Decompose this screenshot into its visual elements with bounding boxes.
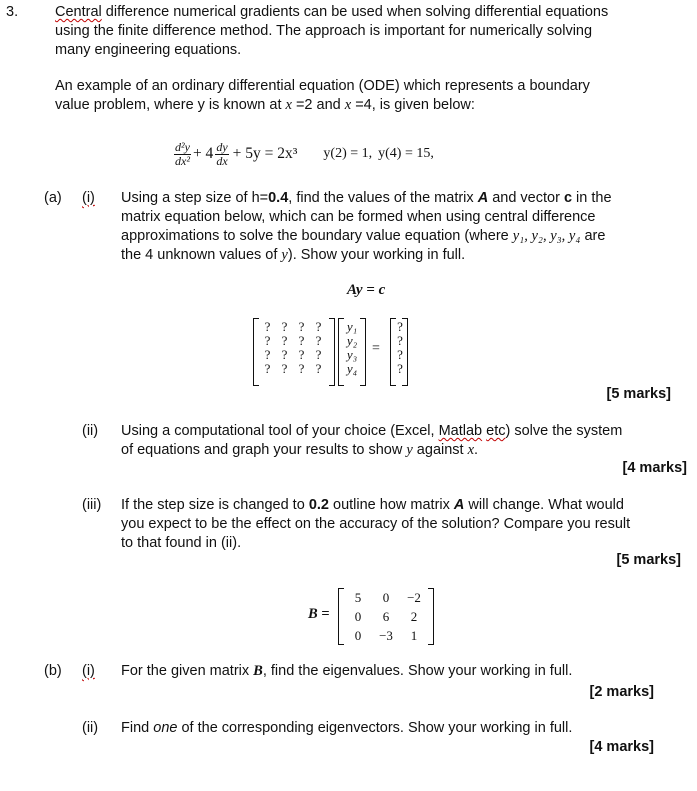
matrix-cell: ? xyxy=(298,347,305,362)
a-iii-line-1 xyxy=(121,496,630,515)
y-variable: y xyxy=(406,442,413,458)
matrix-cell: ? xyxy=(315,347,322,362)
unknown-vars: y₁, y₂, y₃, y₄ xyxy=(512,228,581,244)
step-size-value: 0.4 xyxy=(268,190,289,206)
matrix-cell: ? xyxy=(397,333,403,348)
matrix-cell: ? xyxy=(315,319,322,334)
matrix-row xyxy=(253,320,335,334)
part-a-ii-text xyxy=(121,422,622,460)
a-i-line-4b: ). Show your working in full. xyxy=(287,247,466,263)
matrix-row xyxy=(253,362,335,376)
ode-equation xyxy=(172,135,434,173)
matrix-cell: y₃ xyxy=(346,347,358,362)
a-iii-line-1b: outline how matrix xyxy=(328,497,454,513)
matrix-cell: 0 xyxy=(382,590,390,605)
a-i-line-3 xyxy=(121,227,612,246)
b-i-text-b: , find the eigenvalues. Show your working in full. xyxy=(262,663,573,679)
example-paragraph xyxy=(55,77,590,115)
matrix-cell: y₄ xyxy=(346,361,358,376)
frac2-numerator: dy xyxy=(216,139,228,154)
matrix-cell: ? xyxy=(281,319,288,334)
vector-y xyxy=(338,318,366,386)
bracket-right xyxy=(360,318,366,386)
intro-line-1 xyxy=(55,3,608,22)
matrix-row xyxy=(338,588,434,607)
a-iii-line-3: to that found in (ii). xyxy=(121,535,242,551)
a-i-marks: [5 marks] xyxy=(606,386,671,402)
intro-word-central: Central xyxy=(55,4,102,20)
a-ii-line-1 xyxy=(121,422,622,441)
matrix-B xyxy=(338,588,434,645)
matrix-cell: ? xyxy=(264,361,271,376)
matrix-cell: 0 xyxy=(354,609,362,624)
a-i-line-1d: in the xyxy=(572,190,612,206)
a-i-line-4a: the 4 unknown values of xyxy=(121,247,282,263)
word-one: one xyxy=(153,720,178,736)
a-i-line-1a: Using a step size of h= xyxy=(121,190,269,206)
b-ii-text xyxy=(121,719,572,738)
example-line-2c: =4, is given below: xyxy=(351,97,475,113)
a-iii-line-1c: will change. What would xyxy=(464,497,624,513)
boundary-condition-1: y(2) = 1, xyxy=(323,146,373,161)
part-a-ii-label: (ii) xyxy=(82,423,99,439)
a-ii-line-1b: ) solve the system xyxy=(505,423,623,439)
matrix-cell: 1 xyxy=(410,628,418,643)
new-step-size: 0.2 xyxy=(308,497,329,513)
part-b-ii-label: (ii) xyxy=(82,720,99,736)
part-a-i-text xyxy=(121,189,612,265)
matrix-cell: ? xyxy=(281,361,288,376)
boundary-condition-2: y(4) = 15, xyxy=(378,146,434,161)
bracket-right xyxy=(428,588,434,645)
matrix-B-ref: B xyxy=(253,663,263,679)
bracket-right xyxy=(329,318,335,386)
matrix-cell: −2 xyxy=(407,590,421,605)
a-ii-marks: [4 marks] xyxy=(622,460,687,476)
part-a-iii-text xyxy=(121,496,630,553)
matrix-row xyxy=(338,607,434,626)
equals-sign: = xyxy=(372,341,380,356)
matrix-cell: ? xyxy=(298,361,305,376)
part-a-label: (a) xyxy=(44,190,62,206)
matrix-A xyxy=(253,318,335,386)
a-i-line-3b: are xyxy=(580,228,606,244)
b-i-text-a: For the given matrix xyxy=(121,663,254,679)
bracket-left xyxy=(338,318,344,386)
example-line-2 xyxy=(55,96,590,115)
y-variable: y xyxy=(281,247,288,263)
matrix-row xyxy=(338,626,434,645)
a-i-line-3a: approximations to solve the boundary value equation (where xyxy=(121,228,513,244)
b-ii-text-b: of the corresponding eigenvectors. Show your working in full. xyxy=(177,720,573,736)
part-b-label: (b) xyxy=(44,663,62,679)
matrix-cell: ? xyxy=(397,361,403,376)
b-i-text xyxy=(121,662,572,681)
b-ii-text-a: Find xyxy=(121,720,154,736)
matrix-A-ref: A xyxy=(453,497,465,513)
bracket-right xyxy=(402,318,408,386)
matrix-cell: 2 xyxy=(410,609,418,624)
matrix-cell: ? xyxy=(315,333,322,348)
matrix-cell: ? xyxy=(281,347,288,362)
matrix-cell: ? xyxy=(315,361,322,376)
a-ii-line-1a: Using a computational tool of your choice (Excel, xyxy=(121,423,439,439)
matrix-cell: ? xyxy=(264,319,271,334)
vector-c-ref: c xyxy=(563,190,573,206)
example-line-2a: value problem, where y is known at xyxy=(55,97,286,113)
a-i-line-1 xyxy=(121,189,612,208)
matrix-row xyxy=(253,348,335,362)
intro-line-3: many engineering equations. xyxy=(55,42,242,58)
matrix-cell: ? xyxy=(264,333,271,348)
second-derivative-fraction xyxy=(174,141,191,168)
frac1-numerator: d²y xyxy=(175,139,190,154)
example-line-1: An example of an ordinary differential equation (ODE) which represents a boundary xyxy=(55,78,590,94)
matrix-A-ref: A xyxy=(477,190,489,206)
matrix-cell: ? xyxy=(298,333,305,348)
matrix-cell: y₂ xyxy=(346,333,358,348)
x-variable: x xyxy=(467,442,475,458)
intro-line-1-text: difference numerical gradients can be used when solving differential equations xyxy=(101,4,609,20)
a-iii-line-1a: If the step size is changed to xyxy=(121,497,309,513)
first-derivative-fraction xyxy=(215,141,228,168)
x-variable: x xyxy=(344,97,352,113)
matrix-cell: 6 xyxy=(382,609,390,624)
matrix-B-label: B = xyxy=(308,606,330,622)
equation-rest: + 5y = 2x³ xyxy=(232,145,298,162)
matrix-row xyxy=(253,334,335,348)
a-iii-marks: [5 marks] xyxy=(616,552,681,568)
matrix-cell: 5 xyxy=(354,590,362,605)
matrix-cell: ? xyxy=(264,347,271,362)
a-ii-line-2a: of equations and graph your results to show xyxy=(121,442,407,458)
bracket-left xyxy=(390,318,396,386)
intro-line-2: using the finite difference method. The approach is important for numerically solving xyxy=(55,23,593,39)
x-variable: x xyxy=(285,97,292,113)
bracket-left xyxy=(338,588,344,645)
a-i-line-2: matrix equation below, which can be formed when using central difference xyxy=(121,209,596,225)
matrix-cell: 0 xyxy=(354,628,362,643)
part-b-i-label: (i) xyxy=(82,663,95,679)
a-ii-line-2 xyxy=(121,441,622,460)
part-a-i-label: (i) xyxy=(82,190,95,206)
vector-c xyxy=(390,318,408,386)
b-ii-marks: [4 marks] xyxy=(589,739,654,755)
a-ii-line-2b: against xyxy=(412,442,468,458)
matrix-cell: ? xyxy=(298,319,305,334)
a-iii-line-2: you expect to be the effect on the accuracy of the solution? Compare you result xyxy=(121,516,631,532)
matrix-cell: −3 xyxy=(379,628,393,643)
frac2-denominator: dx xyxy=(216,153,228,168)
b-i-marks: [2 marks] xyxy=(589,684,654,700)
plus-four: + 4 xyxy=(192,145,214,162)
intro-paragraph xyxy=(55,3,608,60)
example-line-2b: =2 and xyxy=(291,97,345,113)
a-i-line-1c: and vector xyxy=(488,190,564,206)
matrix-cell: ? xyxy=(397,319,403,334)
etc-word: etc xyxy=(486,423,506,439)
question-number: 3. xyxy=(6,4,19,20)
matlab-word: Matlab xyxy=(438,423,483,439)
part-a-iii-label: (iii) xyxy=(82,497,102,513)
frac1-denominator: dx² xyxy=(175,153,190,168)
matrix-equation-label: Ay = c xyxy=(347,282,386,298)
a-i-line-4 xyxy=(121,246,612,265)
a-ii-line-2c: . xyxy=(474,442,479,458)
matrix-cell: ? xyxy=(281,333,288,348)
matrix-cell: y₁ xyxy=(346,319,358,334)
bracket-left xyxy=(253,318,259,386)
a-i-line-1b: , find the values of the matrix xyxy=(288,190,478,206)
matrix-cell: ? xyxy=(397,347,403,362)
